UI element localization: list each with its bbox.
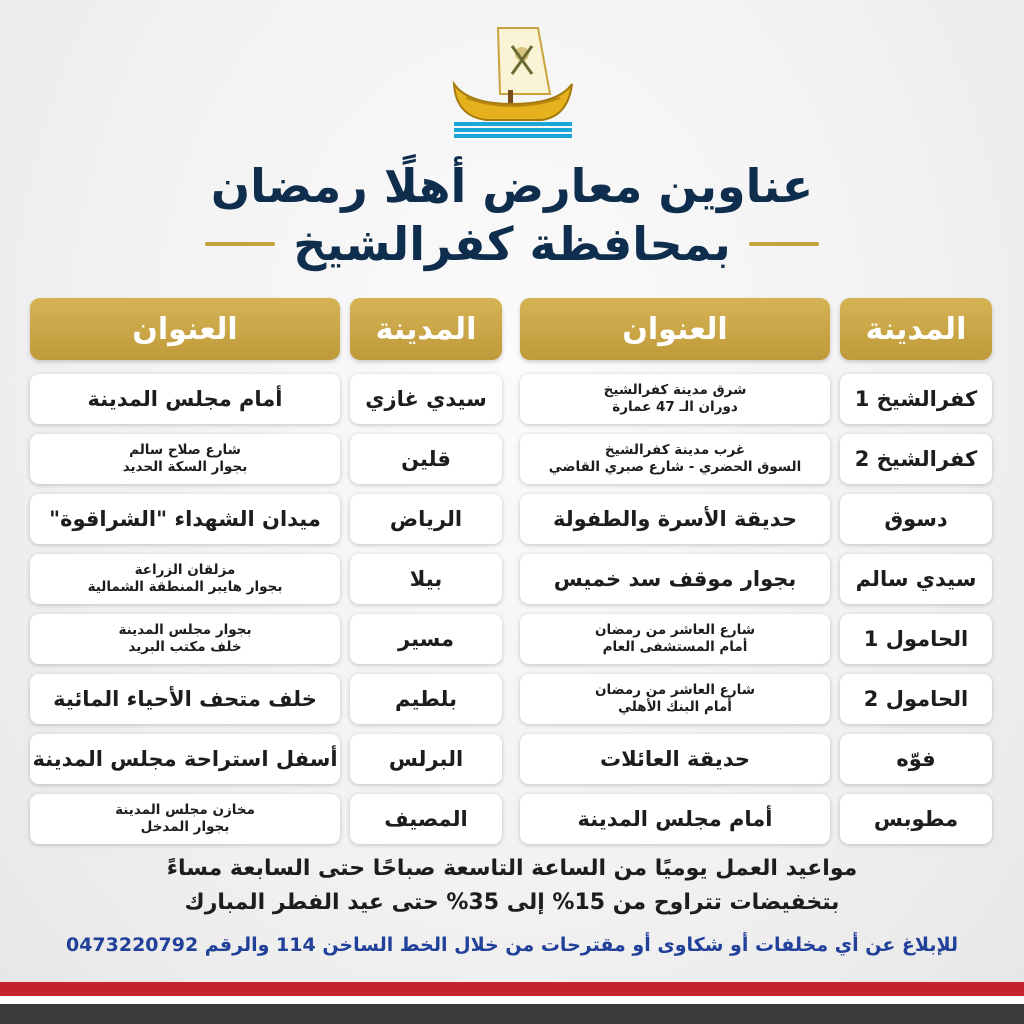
- footer-dark-bar: [0, 1004, 1024, 1024]
- address-cell: [30, 614, 340, 664]
- address-cell: [520, 374, 830, 424]
- header-city: المدينة: [350, 298, 502, 360]
- table-row: [520, 554, 992, 604]
- address-cell: [30, 674, 340, 724]
- city-cell: بيلا: [350, 554, 502, 604]
- city-cell: المصيف: [350, 794, 502, 844]
- table-row: [30, 374, 502, 424]
- table-row: [520, 794, 992, 844]
- table-body: [520, 374, 992, 844]
- city-cell: سيدي غازي: [350, 374, 502, 424]
- city-cell: بلطيم: [350, 674, 502, 724]
- address-line: دوران الـ 47 عمارة: [612, 399, 738, 415]
- address-line: أمام البنك الأهلي: [618, 699, 732, 715]
- address-line: بجوار السكة الحديد: [122, 459, 248, 475]
- page-subtitle-row: [0, 214, 1024, 274]
- address-line: ميدان الشهداء "الشراقوة": [49, 507, 321, 531]
- address-cell: [30, 494, 340, 544]
- city-cell: دسوق: [840, 494, 992, 544]
- table-row: [520, 374, 992, 424]
- address-line: بجوار موقف سد خميس: [553, 567, 797, 591]
- address-line: مخازن مجلس المدينة: [115, 802, 255, 818]
- table-row: [520, 494, 992, 544]
- hotline-contact: للإبلاغ عن أي مخلفات أو شكاوى أو مقترحات من خلال الخط الساخن 114 والرقم 0473220792: [65, 934, 959, 956]
- address-cell: [520, 554, 830, 604]
- address-line: أسفل استراحة مجلس المدينة: [32, 747, 338, 771]
- city-cell: مسير: [350, 614, 502, 664]
- address-line: بجوار المدخل: [140, 819, 230, 835]
- address-line: شارع العاشر من رمضان: [594, 682, 756, 698]
- address-line: أمام المستشفى العام: [602, 639, 748, 655]
- address-cell: [520, 614, 830, 664]
- address-line: مزلقان الزراعة: [134, 562, 236, 578]
- city-cell: مطوبس: [840, 794, 992, 844]
- header-address: العنوان: [520, 298, 830, 360]
- city-cell: قلين: [350, 434, 502, 484]
- address-line: غرب مدينة كفرالشيخ: [604, 442, 746, 458]
- governorate-logo: [446, 24, 578, 140]
- table-header: [30, 298, 502, 360]
- table-row: [30, 554, 502, 604]
- city-cell: الحامول 1: [840, 614, 992, 664]
- address-cell: [30, 434, 340, 484]
- working-hours: مواعيد العمل يوميًا من الساعة التاسعة صباحًا حتى السابعة مساءً: [166, 856, 858, 881]
- address-line: حديقة العائلات: [599, 747, 751, 771]
- city-cell: الحامول 2: [840, 674, 992, 724]
- table-row: [30, 734, 502, 784]
- address-line: السوق الحضري - شارع صبري القاضي: [548, 459, 802, 475]
- title-divider-right: [749, 242, 819, 246]
- city-cell: كفرالشيخ 1: [840, 374, 992, 424]
- address-cell: [520, 794, 830, 844]
- table-row: [30, 494, 502, 544]
- city-cell: البرلس: [350, 734, 502, 784]
- table-row: [30, 674, 502, 724]
- address-line: أمام مجلس المدينة: [87, 387, 283, 411]
- address-line: شارع صلاح سالم: [129, 442, 241, 458]
- footer-red-bar: [0, 982, 1024, 996]
- city-cell: الرياض: [350, 494, 502, 544]
- address-line: خلف متحف الأحياء المائية: [53, 687, 317, 711]
- address-cell: [520, 494, 830, 544]
- address-cell: [30, 794, 340, 844]
- table-row: [30, 614, 502, 664]
- city-cell: سيدي سالم: [840, 554, 992, 604]
- table-row: [30, 794, 502, 844]
- address-cell: [30, 554, 340, 604]
- address-line: أمام مجلس المدينة: [577, 807, 773, 831]
- address-cell: [30, 734, 340, 784]
- footer-white-bar: [0, 996, 1024, 1004]
- address-cell: [520, 734, 830, 784]
- city-cell: فوّه: [840, 734, 992, 784]
- address-line: خلف مكتب البريد: [128, 639, 242, 655]
- address-cell: [520, 674, 830, 724]
- exhibitions-table-left: [30, 298, 502, 854]
- address-line: حديقة الأسرة والطفولة: [552, 507, 798, 531]
- table-body: [30, 374, 502, 844]
- address-line: شارع العاشر من رمضان: [594, 622, 756, 638]
- address-line: شرق مدينة كفرالشيخ: [603, 382, 747, 398]
- address-line: بجوار هايبر المنطقة الشمالية: [87, 579, 283, 595]
- address-cell: [520, 434, 830, 484]
- header-city: المدينة: [840, 298, 992, 360]
- table-row: [520, 734, 992, 784]
- city-cell: كفرالشيخ 2: [840, 434, 992, 484]
- address-line: بجوار مجلس المدينة: [118, 622, 252, 638]
- table-header: [520, 298, 992, 360]
- address-cell: [30, 374, 340, 424]
- header-address: العنوان: [30, 298, 340, 360]
- table-row: [520, 614, 992, 664]
- discounts-note: بتخفيضات تتراوح من 15% إلى 35% حتى عيد الفطر المبارك: [184, 890, 840, 915]
- table-row: [30, 434, 502, 484]
- table-row: [520, 434, 992, 484]
- exhibitions-table-right: [520, 298, 992, 854]
- title-divider-left: [205, 242, 275, 246]
- page-subtitle: بمحافظة كفرالشيخ: [293, 217, 731, 271]
- page-title: عناوين معارض أهلًا رمضان: [210, 159, 814, 213]
- table-row: [520, 674, 992, 724]
